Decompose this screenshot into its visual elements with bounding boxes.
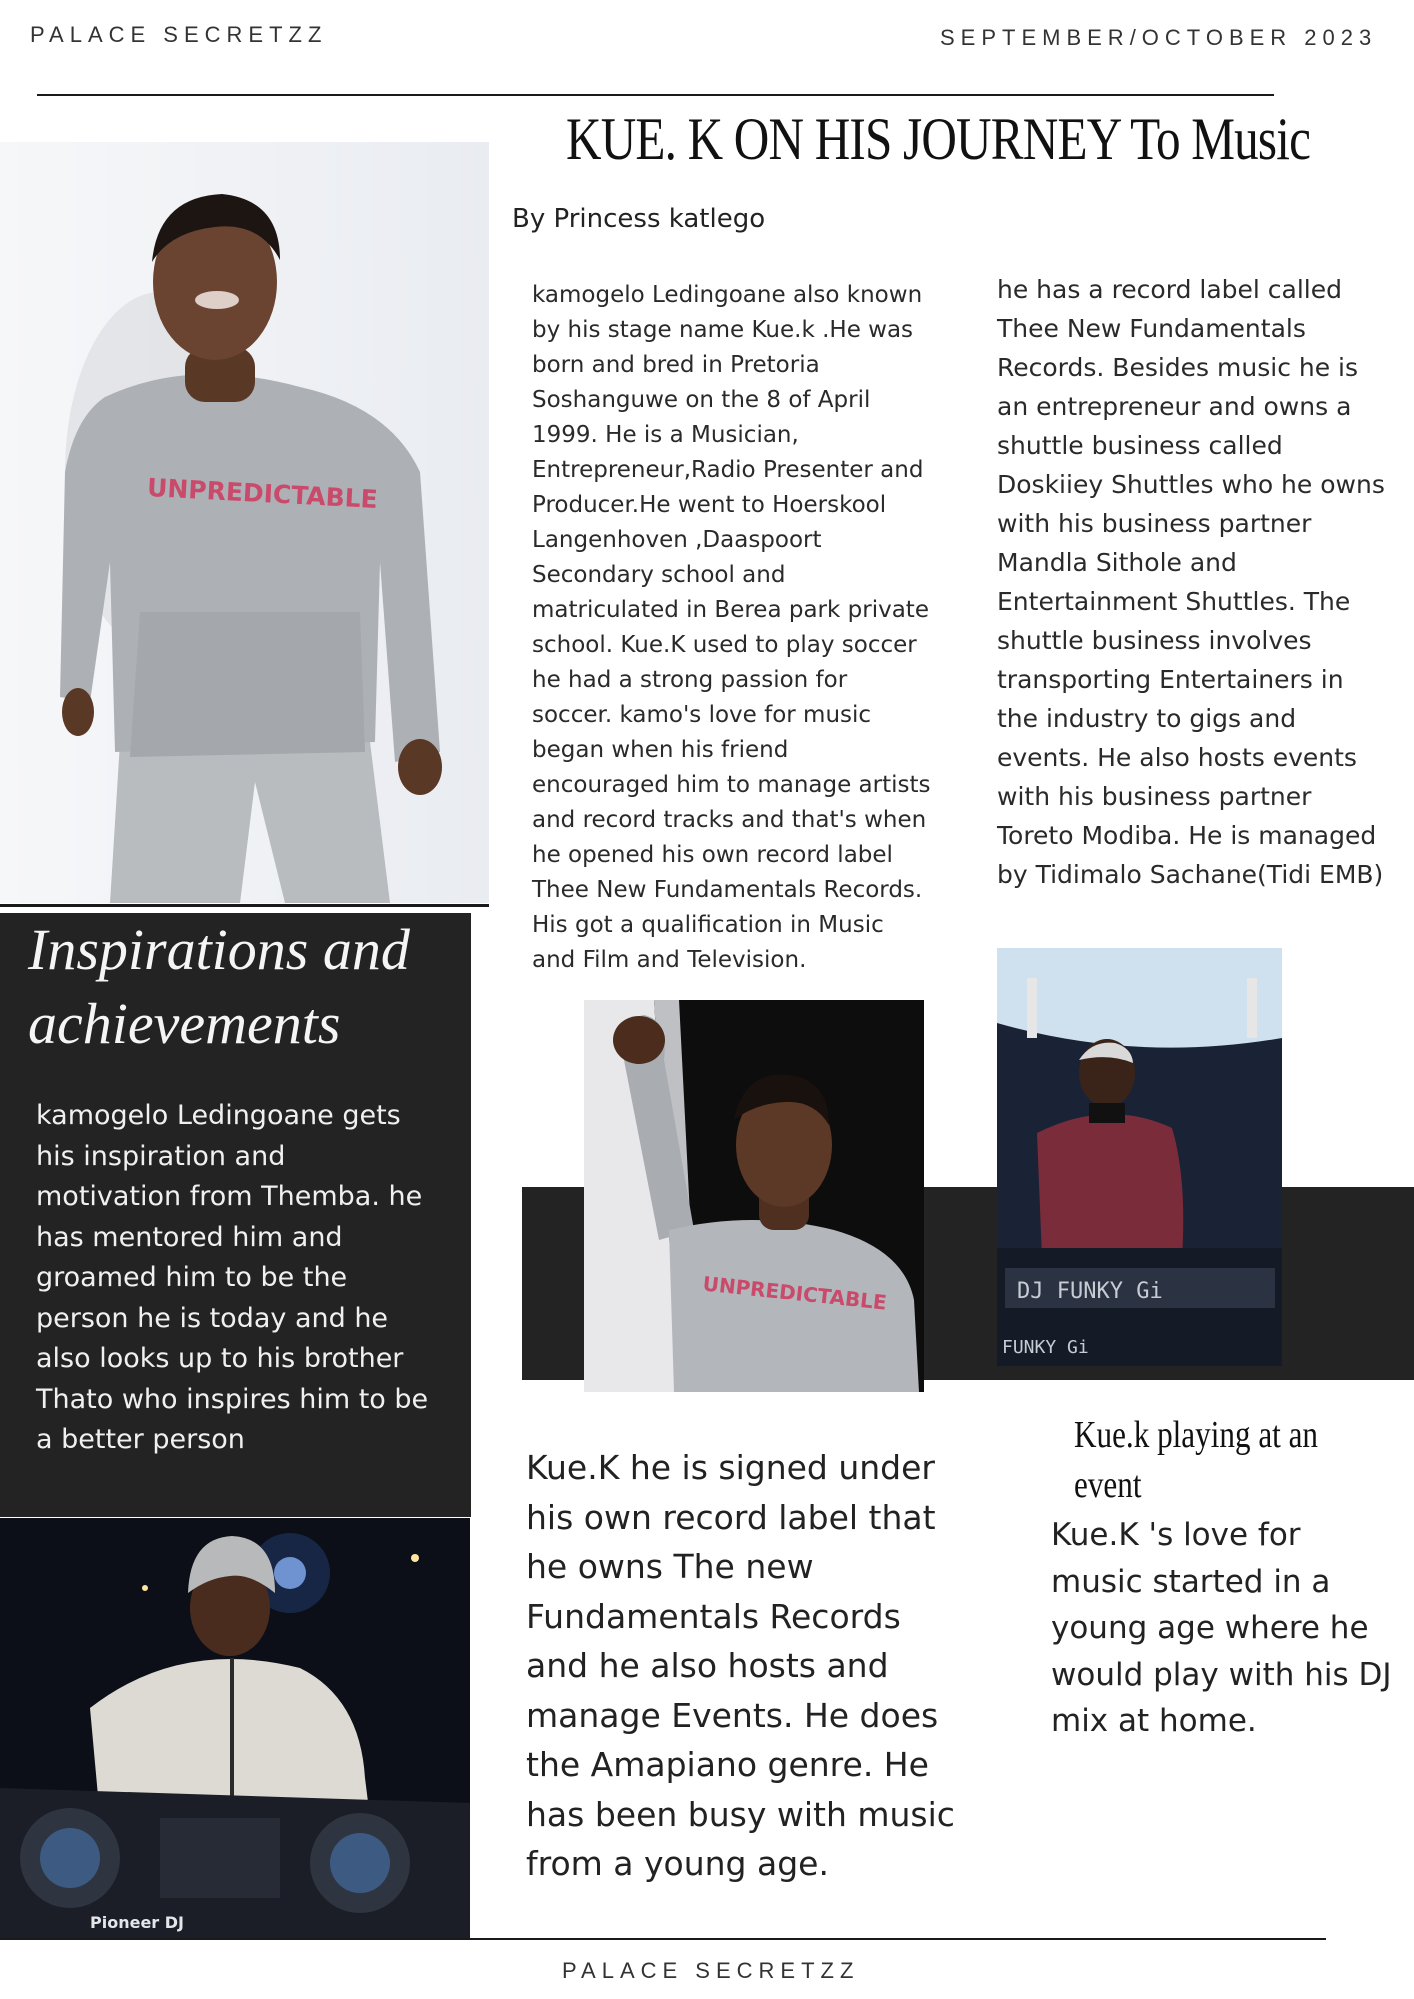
article-headline: KUE. K ON HIS JOURNEY To Music xyxy=(566,106,1311,172)
main-portrait-photo xyxy=(0,142,489,903)
dj-deck-text: DJ FUNKY Gi xyxy=(1017,1279,1163,1304)
article-column-1 xyxy=(532,278,932,978)
inspirations-title: Inspirations and achievements xyxy=(28,917,410,1056)
masthead-rule xyxy=(37,94,1274,96)
signed-paragraph: Kue.K he is signed under his own record label that he owns The new Fundamentals Records and he also hosts and manage Events. He does the Amapiano genre. He has been busy with music from a young age. xyxy=(526,1448,955,1883)
column-1-text: kamogelo Ledingoane also known by his stage name Kue.k .He was born and bred in Pretoria Soshanguwe on the 8 of April 1999. He is a Musician, Entrepreneur,Radio Presenter and Producer.He went to Hoerskool Langenhoven ,Daaspoort Secondary school and matriculated in Berea park private school. Kue.K used to play soccer he had a strong passion for soccer. kamo's love for music began when his friend encouraged him to manage artists and record tracks and that's when he opened his own record label Thee New Fundamentals Records. His got a qualification in Music and Film and Television. xyxy=(532,282,931,973)
inspirations-box xyxy=(0,913,471,1517)
photo-underline xyxy=(0,904,489,907)
dj-deck-text-2: FUNKY Gi xyxy=(1002,1337,1089,1358)
dj-event-photo xyxy=(997,948,1282,1366)
article-byline: By Princess katlego xyxy=(512,204,766,234)
portrait-sweater-text: UNPREDICTABLE xyxy=(701,1271,888,1315)
controller-brand-text: Pioneer DJ xyxy=(90,1913,184,1932)
column-2-text: he has a record label called Thee New Fundamentals Records. Besides music he is an entrepreneur and owns a shuttle business called Doskiiey Shuttles who he owns with his business partner Mandla Sithole and Entertainment Shuttles. The shuttle business involves transporting Entertainers in the industry to gigs and events. He also hosts events with his business partner Toreto Modiba. He is managed by Tidimalo Sachane(Tidi EMB) xyxy=(997,275,1385,889)
article-column-2 xyxy=(997,270,1392,894)
event-paragraph: Kue.K 's love for music started in a young age where he would play with his DJ mix at home. xyxy=(1051,1517,1392,1739)
leaning-portrait-photo xyxy=(584,1000,924,1392)
masthead-issue: SEPTEMBER/OCTOBER 2023 xyxy=(940,25,1378,50)
event-caption: Kue.k playing at an event xyxy=(1074,1414,1319,1506)
inspirations-body: kamogelo Ledingoane gets his inspiration and motivation from Themba. he has mentored him and groamed him to be the person he is today and he also looks up to his brother Thato who inspires him to be a better person xyxy=(36,1100,429,1455)
main-sweater-text: UNPREDICTABLE xyxy=(146,472,379,515)
footer-rule xyxy=(0,1938,1326,1940)
masthead-brand: PALACE SECRETZZ xyxy=(30,22,328,47)
dj-controller-photo xyxy=(0,1518,470,1938)
footer-brand: PALACE SECRETZZ xyxy=(562,1958,860,1983)
